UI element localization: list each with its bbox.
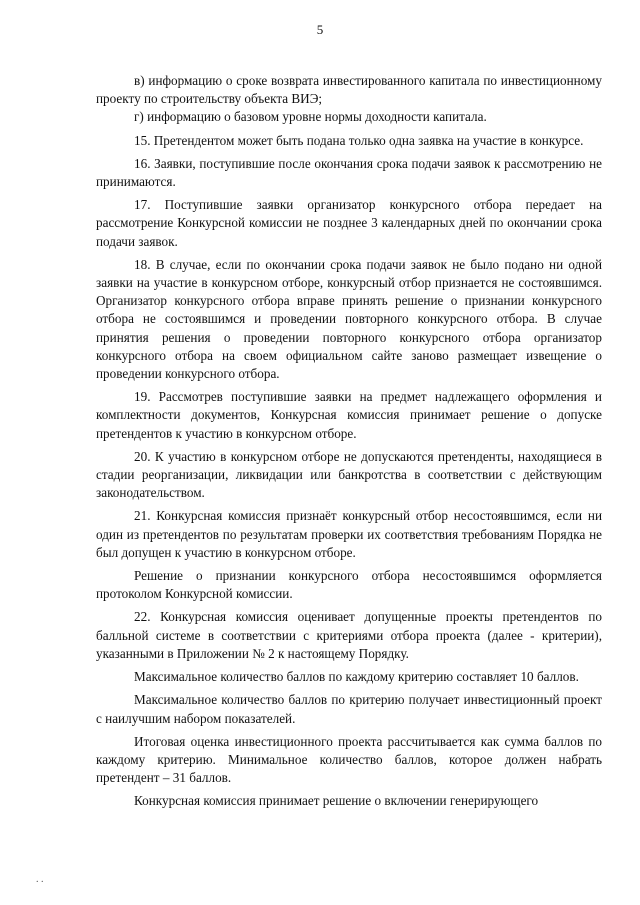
paragraph-17: 17. Поступившие заявки организатор конкурсного отбора передает на рассмотрение Конкурсной комиссии не позднее 3 календарных дней по окончании срока подачи заявок. [96,197,602,249]
paragraph-19: 19. Рассмотрев поступившие заявки на предмет надлежащего оформления и комплектности документов, Конкурсная комиссия принимает решение о допуске претендентов к участию в конкурсном отборе. [96,389,602,441]
paragraph-inclusion-decision: Конкурсная комиссия принимает решение о включении генерирующего [134,793,539,809]
paragraph-item-g: г) информацию о базовом уровне нормы доходности капитала. [134,109,487,125]
paragraph-15: 15. Претендентом может быть подана только одна заявка на участие в конкурсе. [134,132,584,148]
scan-margin-marks: . . [36,874,44,885]
document-body [96,72,602,811]
paragraph-item-v: в) информацию о сроке возврата инвестированного капитала по инвестиционному проекту по строительству объекта ВИЭ; [96,73,602,107]
paragraph-16: 16. Заявки, поступившие после окончания срока подачи заявок к рассмотрению не принимаются. [96,155,602,190]
paragraph-21-decision: Решение о признании конкурсного отбора несостоявшимся оформляется протоколом Конкурсной комиссии. [96,568,602,602]
paragraph-best-project: Максимальное количество баллов по критерию получает инвестиционный проект с наилучшим набором показателей. [96,692,602,726]
paragraph-total-score: Итоговая оценка инвестиционного проекта рассчитывается как сумма баллов по каждому критерию. Минимальное количество баллов, которое должен набрать претендент – 31 баллов. [96,733,602,786]
paragraph-max-score: Максимальное количество баллов по каждому критерию составляет 10 баллов. [134,669,579,685]
page-number: 5 [316,22,324,37]
paragraph-22: 22. Конкурсная комиссия оценивает допущенные проекты претендентов по балльной системе в соответствии с критериями отбора проекта (далее - критерии), указанными в Приложении № 2 к настоящему Порядку. [96,609,602,661]
paragraph-20: 20. К участию в конкурсном отборе не допускаются претенденты, находящиеся в стадии реорганизации, ликвидации или банкротства в соответствии с действующим законодательством. [96,448,602,501]
paragraph-21: 21. Конкурсная комиссия признаёт конкурсный отбор несостоявшимся, если ни один из претендентов по результатам проверки их соответствия требованиям Порядка не был допущен к участию в конкурсном отборе. [96,508,602,560]
paragraph-18: 18. В случае, если по окончании срока подачи заявок не было подано ни одной заявки на участие в конкурсном отборе, конкурсный отбор признается не состоявшимся. Организатор конкурсного отбора вправе принять решение о признании конкурсного отбора не состоявшимся и проведении повторного конкурсного отбора. В случае принятия решения о проведении повторного конкурсного отбора организатор конкурсного отбора на своем официальном сайте заново размещает извещение о проведении конкурсного отбора. [96,256,602,382]
